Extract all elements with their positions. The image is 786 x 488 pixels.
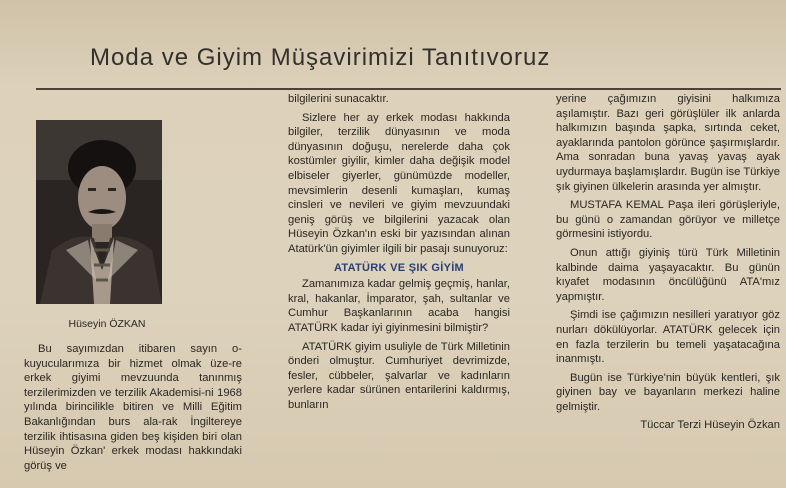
paragraph: ATATÜRK giyim usuliyle de Türk Milletinin önderi olmuştur. Cumhuriyet devrimizde, fesler, cübbeler, şalvarlar ve kadınların yerlere kadar sürünen entarilerini kaldırmış, bunların — [288, 340, 510, 411]
intro-paragraph: Bu sayımızdan itibaren sayın o-kuyucularımıza bir hizmet olmak üze-re erkek giyimi mevzuunda tanınmış terzilerimizden ve terzilik Akademisi-ni 1968 yılında birincilikle bitiren ve Milli Eğitim Bakanlığından burs ala-rak İngiltereye terzilik ihtisasına giden beş kişiden biri olan Hüseyin Özkan' erkek modası hakkındaki görüş ve — [24, 343, 242, 472]
paragraph: Onun attığı giyiniş türü Türk Milletinin kalbinde daima yaşayacaktır. Bu günün kıyafet modasının öncülüğünü ATA'mız yapmıştır. — [556, 246, 780, 303]
paragraph: bilgilerini sunacaktır. — [288, 93, 389, 105]
author-signature: Tüccar Terzi Hüseyin Özkan — [640, 419, 780, 432]
portrait-photo — [36, 120, 162, 304]
column-left — [24, 342, 242, 477]
paragraph: yerine çağımızın giyisini halkımıza aşılamıştır. Bazı geri görüşlüler ilk anlarda halkımızın başında şapka, sırtında ceket, ayaklarında pantolon görünce şaşırmışlardır. Ama sonradan buna yavaş yavaş ayak uydurmaya başlamışlardır. Bugün ise Türkiye şık giyinen ülkelerin arasında yer almıştır. — [556, 93, 780, 193]
article-title: Moda ve Giyim Müşavirimizi Tanıtıvoruz — [90, 44, 551, 71]
paragraph: Bugün ise Türkiye'nin büyük kentleri, şık giyinen bay ve bayanların merkezi haline gelmiştir. — [556, 371, 780, 413]
paragraph: MUSTAFA KEMAL Paşa ileri görüşleriyle, bu günü o zamandan görüyor ve milletçe görmesini istiyordu. — [556, 199, 780, 241]
paragraph: Sizlere her ay erkek modası hakkında bilgiler, terzilik dünyasının ve moda dünyasının doğuşu, nerelerde daha çok kostümler giyilir, kimler daha değişik model elbiseler giyerler, günümüzde modeller, mevsimlerin desenli kumaşları, kumaş cinsleri ve nevileri ve giyim mevzuundaki geniş görüş ve bilgilerini yazacak olan Hüseyin Özkan'ın eski bir yazısından alınan Atatürk'ün giyimler ilgili bir pasajı sunuyoruz: — [288, 111, 510, 255]
photo-caption: Hüseyin ÖZKAN — [68, 318, 146, 330]
section-heading: ATATÜRK VE ŞIK GİYİM — [333, 261, 465, 274]
paragraph: Zamanımıza kadar gelmiş geçmiş, hanlar, kral, hakanlar, İmparator, şah, sultanlar ve Cumhur Başkanlarının acaba hangisi ATATÜRK kadar iyi giyinmesini bilmiştir? — [288, 278, 510, 334]
column-right — [556, 92, 780, 437]
paragraph: Şimdi ise çağımızın nesilleri yaratıyor göz nurları dökülüyorlar. ATATÜRK gelecek için en fazla terzilerin bu temeli yaşatacağına inanmıştı. — [556, 309, 780, 366]
title-rule — [36, 88, 781, 90]
portrait-illustration — [36, 120, 162, 304]
column-middle — [288, 92, 510, 416]
